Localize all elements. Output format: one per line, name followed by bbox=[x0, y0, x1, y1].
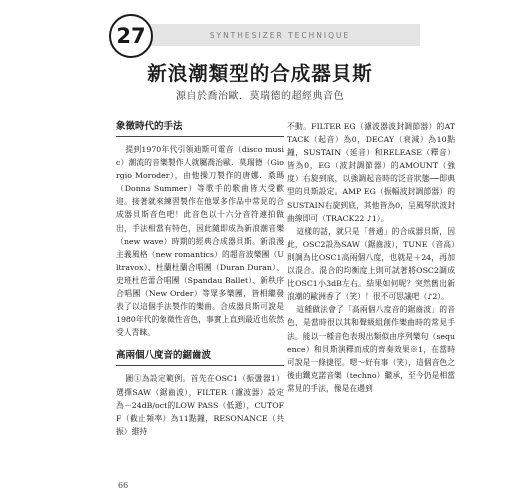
body-paragraph: 這種做法會了「高兩個八度音的鋸齒波」的音色，是當時很以其和聲級組創作樂曲時的常見手法。能以一種音色表現出類似由序列樂句（sequence）和貝斯演釋而成的齊奏效果※1，在當時可說是一條捷徑。嗯～好有事（笑），這個音色之後由鐵克諾音樂（techno）繼承，至今仍是相當常見的手法，像是在遇到 bbox=[287, 305, 455, 393]
chapter-number: 27 bbox=[116, 24, 146, 48]
body-paragraph: 不動。FILTER EG（濾波器波封調節器）的ATTACK（起音）為0，DECAY（衰減）為10點鐘，SUSTAIN（延音）和RELEASE（釋音）皆為0，EG（波封調節器）的AMOUNT（強度）右旋到底，以強調起音時的泛音狀態──即典型的貝斯設定。AMP EG（振幅波封調節器）的SUSTAIN右旋到底，其他皆為0，呈風琴狀波封曲線即可（TRACK22 ♪1）。 bbox=[287, 122, 455, 223]
chapter-header-band bbox=[140, 24, 420, 46]
left-column bbox=[116, 120, 284, 438]
section-heading-era: 象徵時代的手法 bbox=[116, 120, 284, 137]
body-paragraph: 圖①為設定範例。首先在OSC1（振盪器1）選擇SAW（鋸齒波），FILTER（濾波器）設定為－24dB/oct的LOW PASS（低通），CUTOFF（截止頻率）為11點鐘，RESONANCE（共振）維持 bbox=[116, 374, 284, 436]
page-number: 66 bbox=[118, 481, 129, 490]
chapter-number-badge bbox=[109, 14, 153, 58]
body-paragraph: 提到1970年代引領迪斯可電音（disco music）潮流的音樂製作人就屬喬治歐．莫瑞德（Giorgio Moroder），由他操刀製作的唐娜．桑瑪（Donna Summer）等歌手的歌曲皆大受歡迎。接著就來練習製作在他眾多作品中常見的合成器貝斯音色吧！此音色以十六分音符連拍做出，手法相當有特色，因此隨即成為新浪潮音樂（new wave）時期的經典合成器貝斯。新浪漫主義風格（new romantics）的超音波樂團（Ultravox）、杜蘭杜蘭合唱團（Duran Duran）、史班杜芭蕾合唱團（Spandau Ballet）、新秩序合唱團（New Order）等眾多樂團，皆相繼發表了以這個手法製作的樂曲。合成器貝斯可說是1980年代的象徵性音色，事實上直到最近也依然受人青睞。 bbox=[116, 145, 284, 338]
series-label: SYNTHESIZER TECHNIQUE bbox=[209, 30, 351, 40]
page-subtitle: 源自於喬治歐．莫瑞德的超經典音色 bbox=[176, 91, 344, 102]
body-paragraph: 這樣的話，就只是「普通」的合成器貝斯，因此，OSC2設為SAW（鋸齒波），TUNE（音高）則調為比OSC1高兩個八度，也就是＋24，再加以混合。混合的均衡度上則可試著將OSC2調成比OSC1小3dB左右。結果如何呢？突然舊出新浪潮的歐洲香了（笑）！很不可思議吧（♪2）。 bbox=[287, 226, 455, 302]
right-column bbox=[287, 120, 455, 395]
page-title: 新浪潮類型的合成器貝斯 bbox=[147, 62, 373, 85]
section-heading-saw: 高兩個八度音的鋸齒波 bbox=[116, 349, 284, 366]
